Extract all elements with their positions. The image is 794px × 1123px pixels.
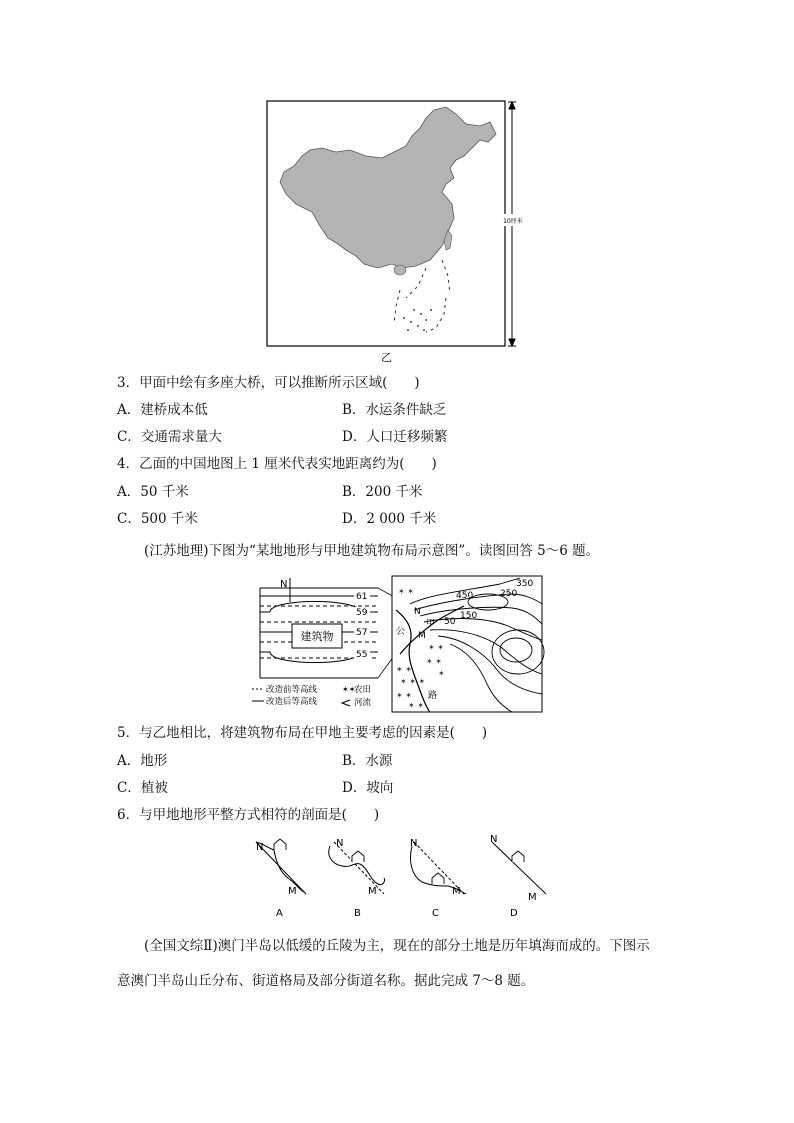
right-label-jia: 甲 [426,619,436,629]
right-contour-450: 450 [456,591,474,601]
svg-text:✶ ✶ ✶: ✶ ✶ ✶ [400,677,426,686]
profile-a-letter: A [276,908,283,919]
question-3-option-b: B．水运条件缺乏 [342,402,447,418]
question-3-option-c: C．交通需求量大 [117,429,222,445]
question-4-option-c: C．500 千米 [117,511,198,527]
question-4-option-a: A．50 千米 [117,484,189,500]
svg-text:✶ ✶: ✶ ✶ [408,701,424,710]
profile-c-m: M [452,886,461,897]
question-5-option-a: A．地形 [117,753,168,769]
profile-a-n: N [256,842,264,853]
legend-farmland: 农田 [354,685,372,695]
profile-d-n: N [490,834,498,845]
profile-a-m: M [288,886,297,897]
scale-label: 10厘米 [503,218,523,225]
figure-caption-yi: 乙 [381,351,392,364]
profile-c-letter: C [432,908,439,919]
profile-c-n: N [410,838,418,849]
question-5-option-c: C．植被 [117,780,168,796]
legend-river: 河流 [354,698,372,708]
china-map [266,100,526,362]
svg-text:✶ ✶: ✶ ✶ [426,657,442,666]
question-5-option-d: D．坡向 [342,780,394,796]
question-4-stem: 4．乙面的中国地图上 1 厘米代表实地距离约为( ) [117,456,437,472]
question-5-option-b: B．水源 [342,753,393,769]
intro-questions-7-8-line1: (全国文综Ⅱ)澳门半岛以低缓的丘陵为主，现在的部分土地是历年填海而成的。下图示 [144,938,650,954]
contour-label-59: 59 [356,608,368,618]
question-6-stem: 6．与甲地地形平整方式相符的剖面是( ) [117,807,380,823]
profile-b-n: N [336,838,344,849]
question-5-stem: 5．与乙地相比，将建筑物布局在甲地主要考虑的因素是( ) [117,725,488,741]
left-north-label: N [280,579,288,590]
svg-text:✶ ✶: ✶ ✶ [398,587,414,596]
legend-before: 改造前等高线 [266,685,318,695]
profile-b-letter: B [354,908,361,919]
question-4-option-b: B．200 千米 [342,484,423,500]
svg-text:✶ ✶: ✶ ✶ [428,643,444,652]
right-label-gong: 公 [396,627,406,637]
profile-options-figure [246,832,556,922]
right-contour-350: 350 [516,579,534,589]
contour-label-55: 55 [356,650,368,660]
right-label-n: N [414,607,421,617]
legend-after: 改造后等高线 [266,697,318,707]
question-3-stem: 3．甲面中绘有多座大桥，可以推断所示区域( ) [117,375,420,391]
profile-b-m: M [368,886,377,897]
hainan-shape [394,265,406,275]
china-map-figure [266,100,526,362]
profile-b [329,838,385,919]
right-contour-50: 50 [444,617,456,627]
building-label: 建筑物 [300,630,334,643]
right-label-lu: 路 [428,691,438,701]
svg-text:✶ ✶: ✶ ✶ [396,665,412,674]
right-contour-250: 250 [500,589,518,599]
profile-c [410,838,466,919]
intro-questions-7-8-line2: 意澳门半岛山丘分布、街道格局及部分街道名称。据此完成 7～8 题。 [117,973,535,989]
river-symbol [342,700,350,706]
profile-d [490,834,546,919]
farmland-symbol: ✶✶ [342,685,356,694]
right-panel [392,576,544,712]
left-panel [252,578,378,708]
question-3-option-d: D．人口迁移频繁 [342,429,448,445]
profile-a [256,839,306,919]
question-3-option-a: A．建桥成本低 [117,402,208,418]
svg-text:✶: ✶ [438,669,445,678]
right-contour-150: 150 [460,611,478,621]
contour-label-57: 57 [356,628,368,638]
question-4-option-d: D．2 000 千米 [342,511,437,527]
right-label-m: M [418,631,426,641]
profile-d-letter: D [510,908,518,919]
svg-text:✶ ✶: ✶ ✶ [396,691,412,700]
intro-questions-5-6: (江苏地理)下图为“某地地形与甲地建筑物布局示意图”。读图回答 5～6 题。 [144,543,600,559]
contour-label-61: 61 [356,592,368,602]
terrain-building-figure [250,574,546,716]
profile-d-m: M [528,892,537,903]
